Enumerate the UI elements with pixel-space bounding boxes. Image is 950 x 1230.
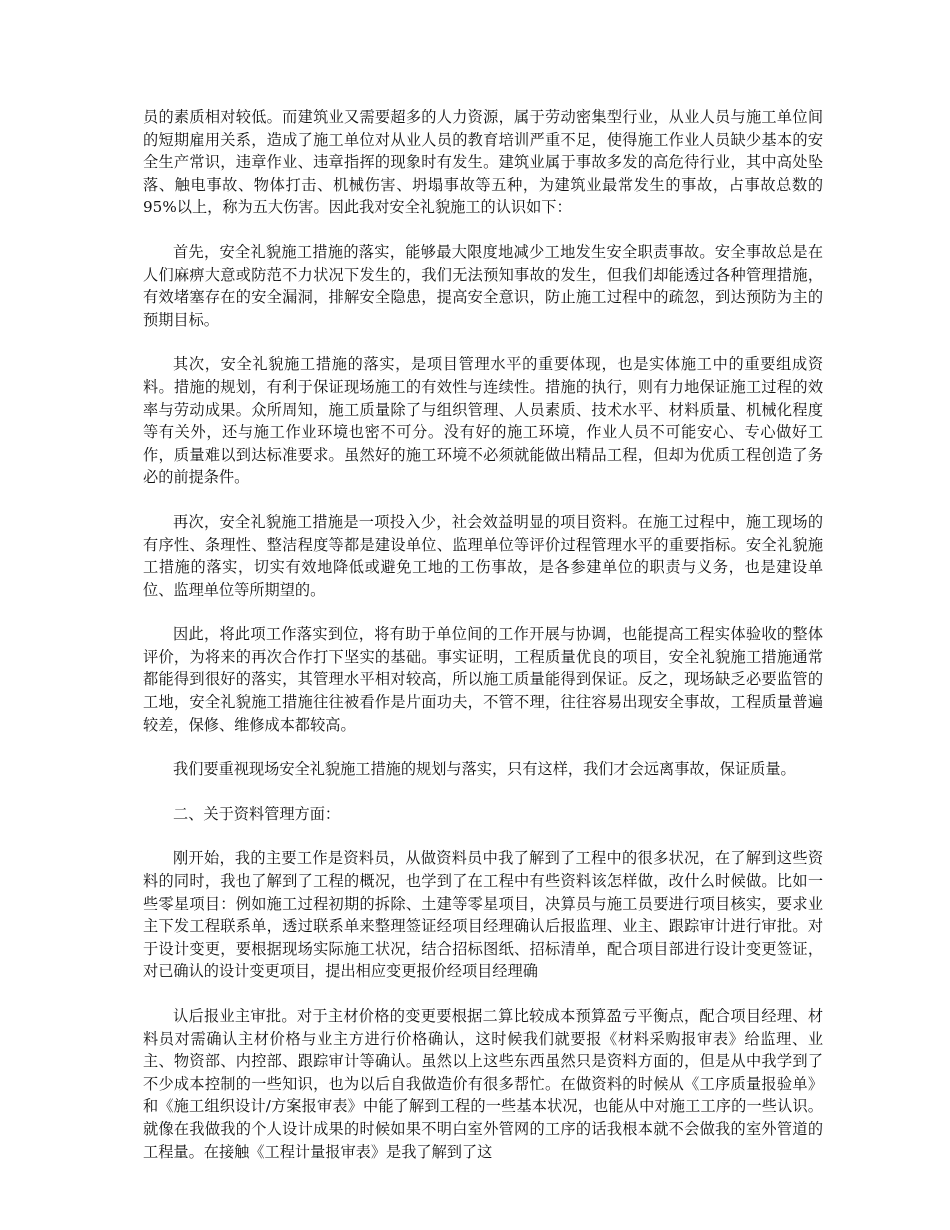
- paragraph-records-continued: 认后报业主审批。对于主材价格的变更要根据二算比较成本预算盈亏平衡点，配合项目经理、材料员对需确认主材价格与业主方进行价格确认，这时候我们就要报《材料采购报审表》给监理、业主、物资部、内控部、跟踪审计等确认。虽然以上这些东西虽然只是资料方面的，但是从中我学到了不少成本控制的一些知识，也为以后自我做造价有很多帮忙。在做资料的时候从《工序质量报验单》和《施工组织设计/方案报审表》中能了解到工程的一些基本状况，也能从中对施工工序的一些认识。就像在我做我的个人设计成果的时候如果不明白室外管网的工序的话我根本就不会做我的室外管道的工程量。在接触《工程计量报审表》是我了解到了这: [143, 1007, 823, 1161]
- paragraph-intro: 员的素质相对较低。而建筑业又需要超多的人力资源，属于劳动密集型行业，从业人员与施工单位间的短期雇用关系，造成了施工单位对从业人员的教育培训严重不足，使得施工作业人员缺少基本的安全生产常识，违章作业、违章指挥的现象时有发生。建筑业属于事故多发的高危待行业，其中高处坠落、触电事故、物体打击、机械伤害、坍塌事故等五种，为建筑业最常发生的事故，占事故总数的 95%以上，称为五大伤害。因此我对安全礼貌施工的认识如下：: [143, 108, 823, 217]
- section-heading: 二、关于资料管理方面：: [173, 804, 341, 823]
- paragraph-conclusion: 我们要重视现场安全礼貌施工措施的规划与落实，只有这样，我们才会远离事故，保证质量。: [173, 760, 796, 779]
- document-page: [143, 106, 823, 1185]
- paragraph-therefore: 因此，将此项工作落实到位，将有助于单位间的工作开展与协调，也能提高工程实体验收的整体评价，为将来的再次合作打下坚实的基础。事实证明，工程质量优良的项目，安全礼貌施工措施通常都能得到很好的落实，其管理水平相对较高，所以施工质量能得到保证。反之，现场缺乏必要监管的工地，安全礼貌施工措施往往被看作是片面功夫，不管不理，往往容易出现安全事故，工程质量普遍较差，保修、维修成本都较高。: [143, 625, 823, 734]
- paragraph-records-start: 刚开始，我的主要工作是资料员，从做资料员中我了解到了工程中的很多状况，在了解到这些资料的同时，我也了解到了工程的概况，也学到了在工程中有些资料该怎样做，改什么时候做。比如一些零星项目：例如施工过程初期的拆除、土建等零星项目，决算员与施工员要进行项目核实，要求业主下发工程联系单，透过联系单来整理签证经项目经理确认后报监理、业主、跟踪审计进行审批。对于设计变更，要根据现场实际施工状况，结合招标图纸、招标清单，配合项目部进行设计变更签证，对已确认的设计变更项目，提出相应变更报价经项目经理确: [143, 849, 823, 981]
- paragraph-first: 首先，安全礼貌施工措施的落实，能够最大限度地减少工地发生安全职责事故。安全事故总是在人们麻痹大意或防范不力状况下发生的，我们无法预知事故的发生，但我们却能透过各种管理措施，有效堵塞存在的安全漏洞，排解安全隐患，提高安全意识，防止施工过程中的疏忽，到达预防为主的预期目标。: [143, 242, 823, 329]
- paragraph-second: 其次，安全礼貌施工措施的落实，是项目管理水平的重要体现，也是实体施工中的重要组成资料。措施的规划，有利于保证现场施工的有效性与连续性。措施的执行，则有力地保证施工过程的效率与劳动成果。众所周知，施工质量除了与组织管理、人员素质、技术水平、材料质量、机械化程度等有关外，还与施工作业环境也密不可分。没有好的施工环境，作业人员不可能安心、专心做好工作，质量难以到达标准要求。虽然好的施工环境不必须就能做出精品工程，但却为优质工程创造了务必的前提条件。: [143, 355, 823, 487]
- paragraph-third: 再次，安全礼貌施工措施是一项投入少，社会效益明显的项目资料。在施工过程中，施工现场的有序性、条理性、整洁程度等都是建设单位、监理单位等评价过程管理水平的重要指标。安全礼貌施工措施的落实，切实有效地降低或避免工地的工伤事故，是各参建单位的职责与义务，也是建设单位、监理单位等所期望的。: [143, 512, 823, 599]
